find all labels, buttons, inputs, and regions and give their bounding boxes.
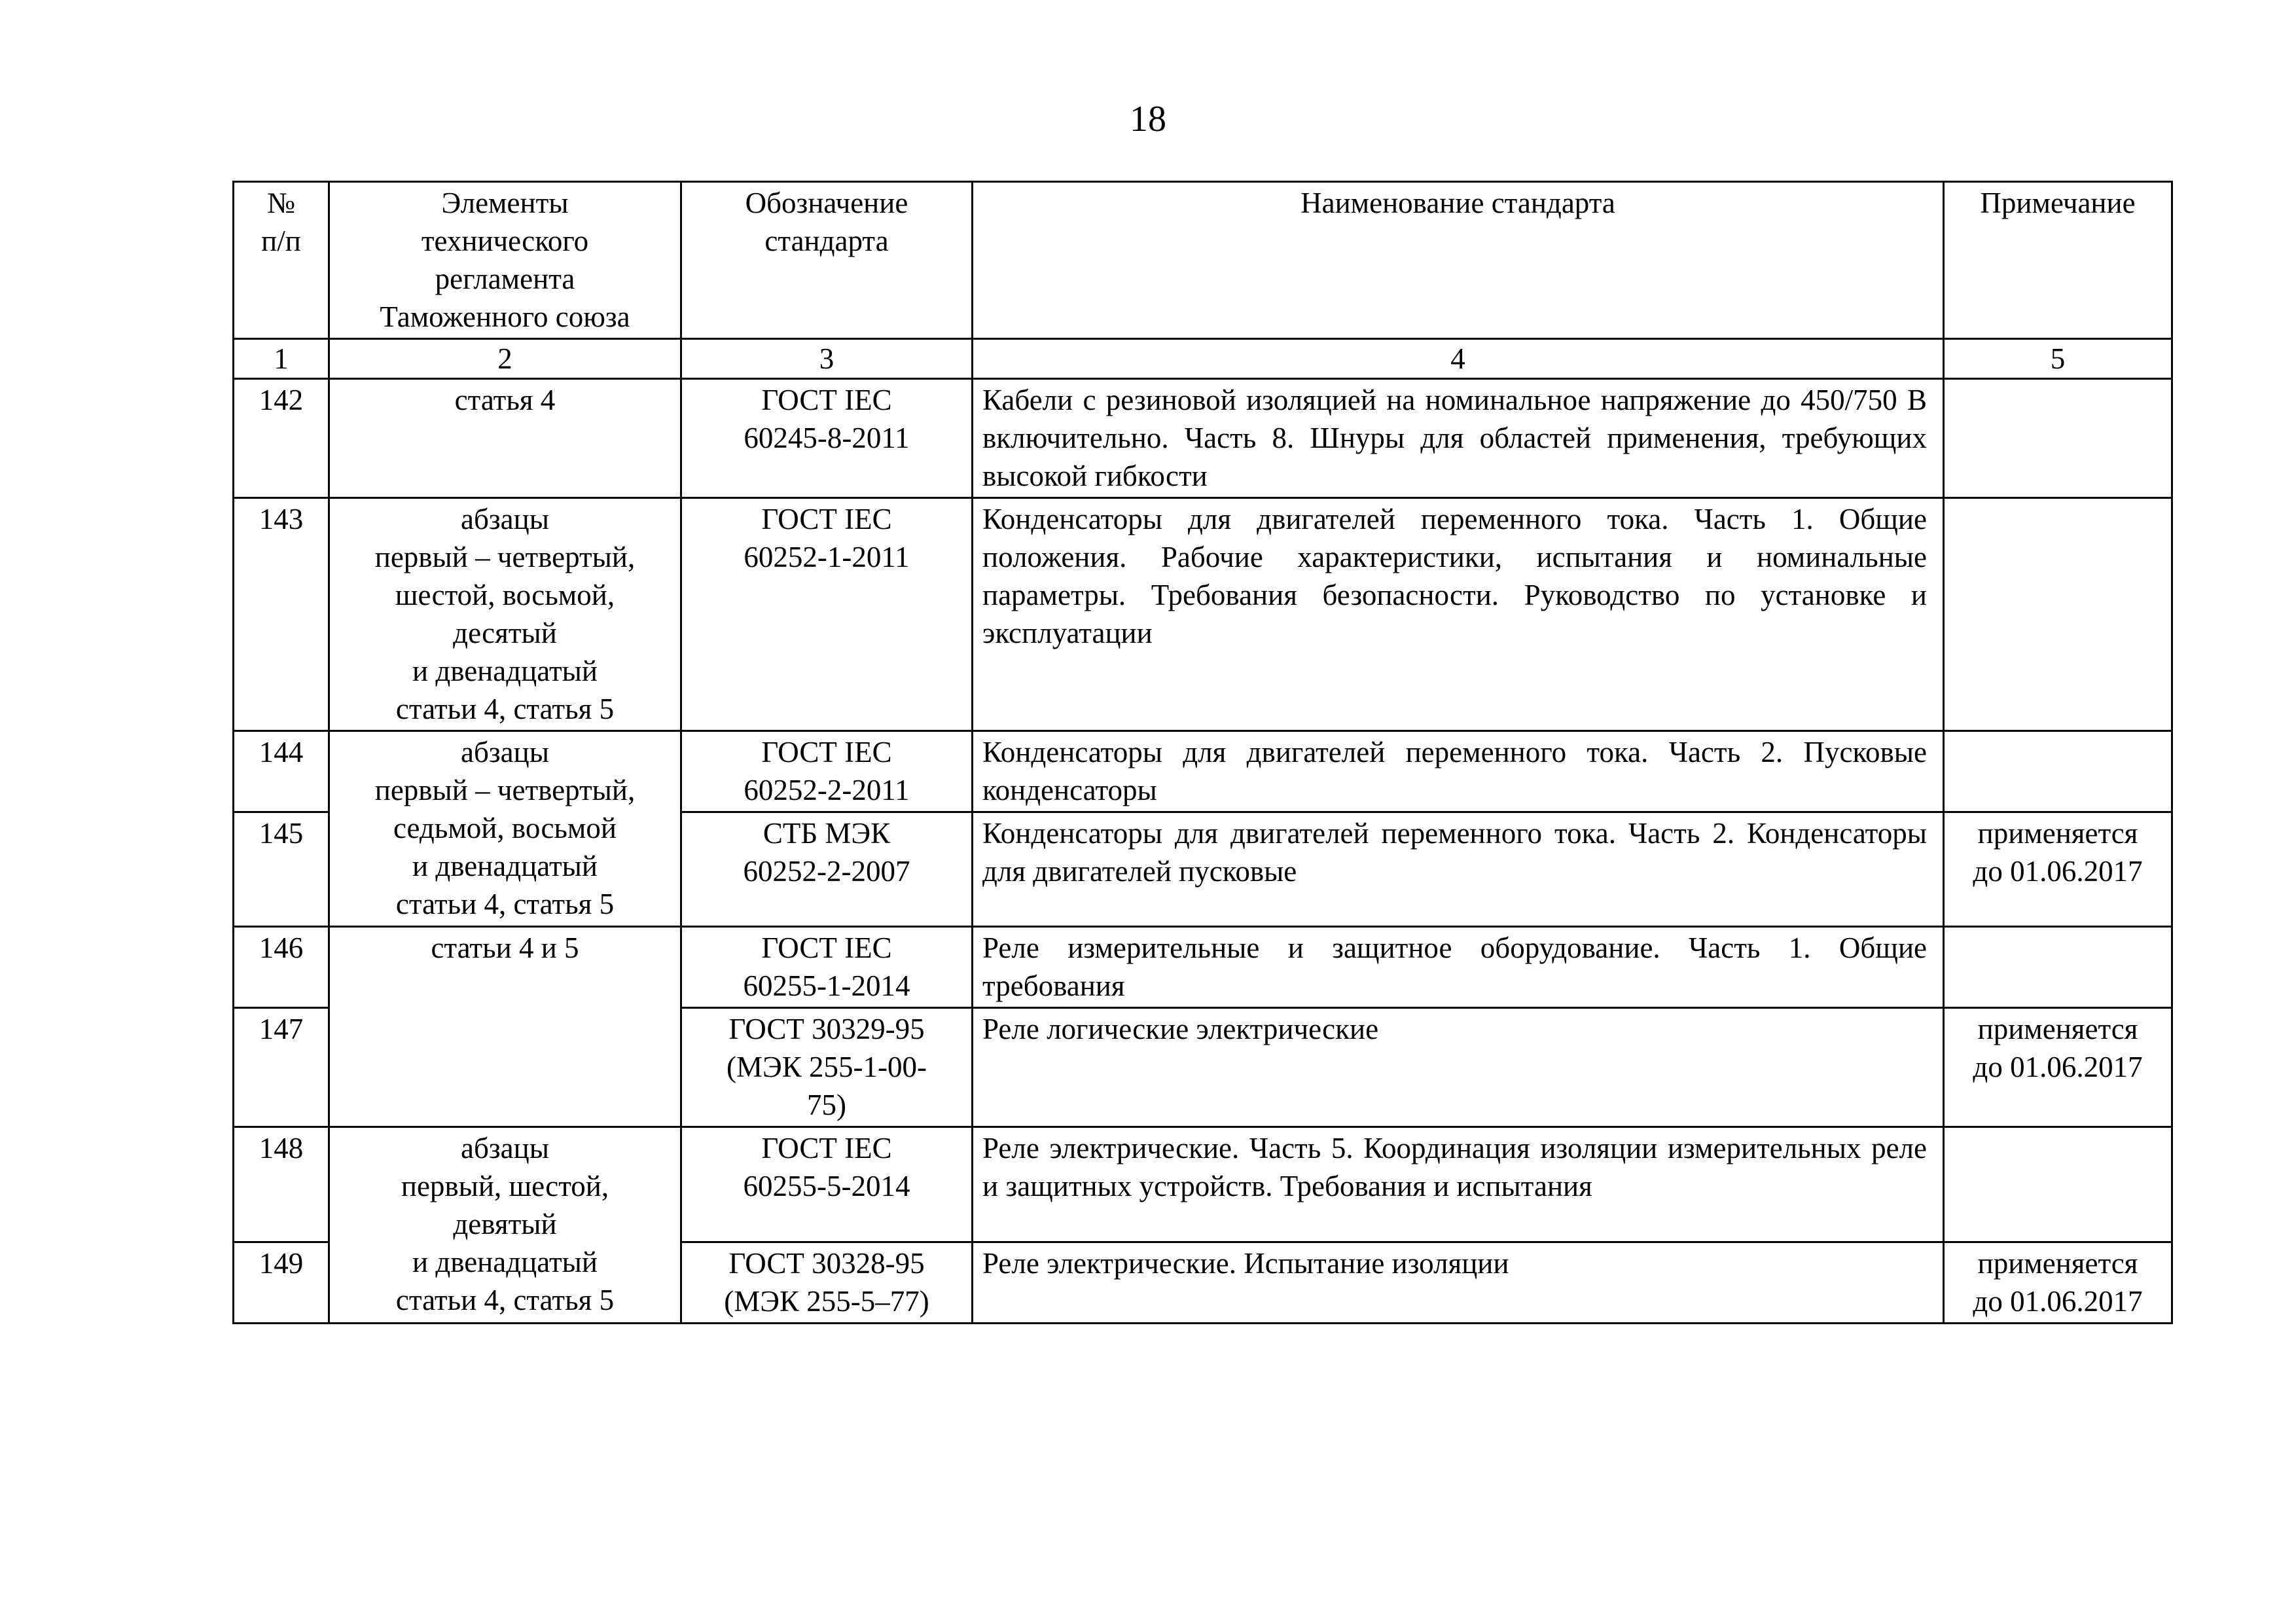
cell-text-line: статьи 4, статья 5 <box>395 693 615 725</box>
row-designation <box>681 812 973 927</box>
row-standard-name: Кабели с резиновой изоляцией на номинальное напряжение до 450/750 В включительно. Часть 8. Шнуры для областей применения, требующих высокой гибкости <box>973 379 1944 498</box>
row-elements <box>329 379 681 498</box>
cell-text-line: ГОСТ IEC <box>761 736 892 768</box>
cell-text-line: первый – четвертый, <box>374 541 636 573</box>
row-designation <box>681 1127 973 1242</box>
row-note-text <box>1954 1010 2162 1086</box>
header-number-text <box>243 184 319 260</box>
cell-text-line: регламента <box>435 262 575 295</box>
row-elements <box>329 498 681 731</box>
table-row <box>234 379 2172 498</box>
cell-text-line: и двенадцатый <box>412 655 598 687</box>
cell-text-line: статьи 4 и 5 <box>431 931 579 964</box>
cell-text-line: до 01.06.2017 <box>1973 1285 2143 1318</box>
row-designation <box>681 731 973 812</box>
cell-text-line: до 01.06.2017 <box>1973 855 2143 888</box>
cell-text-line: 60255-1-2014 <box>743 969 910 1002</box>
header-note <box>1944 182 2172 339</box>
cell-text-line: абзацы <box>461 503 549 535</box>
cell-text-line: Наименование стандарта <box>1300 187 1615 219</box>
row-elements-text <box>339 381 671 419</box>
row-standard-name: Конденсаторы для двигателей переменного тока. Часть 2. Конденсаторы для двигателей пусковые <box>973 812 1944 927</box>
row-designation <box>681 927 973 1008</box>
cell-text-line: Элементы <box>441 187 569 219</box>
table-row <box>234 731 2172 812</box>
header-number <box>234 182 329 339</box>
row-designation-text <box>691 381 962 457</box>
row-standard-name: Реле измерительные и защитное оборудование. Часть 1. Общие требования <box>973 927 1944 1008</box>
header-standard-name <box>973 182 1944 339</box>
cell-text-line: десятый <box>453 617 557 649</box>
row-elements <box>329 1127 681 1324</box>
cell-text-line: ГОСТ IEC <box>761 931 892 964</box>
cell-text-line: ГОСТ 30329-95 <box>728 1013 925 1045</box>
row-number: 145 <box>234 812 329 927</box>
row-standard-name: Конденсаторы для двигателей переменного тока. Часть 2. Пусковые конденсаторы <box>973 731 1944 812</box>
cell-text-line: шестой, восьмой, <box>395 579 615 611</box>
cell-text-line: статья 4 <box>454 384 556 416</box>
cell-text-line: ГОСТ IEC <box>761 384 892 416</box>
cell-text-line: применяется <box>1977 1247 2138 1280</box>
cell-text-line: стандарта <box>764 225 889 257</box>
table-header-row <box>234 182 2172 339</box>
cell-text-line: ГОСТ 30328-95 <box>728 1247 925 1280</box>
row-designation-text <box>691 1010 962 1124</box>
row-note <box>1944 498 2172 731</box>
row-note <box>1944 1242 2172 1324</box>
row-elements <box>329 731 681 927</box>
row-elements-text <box>339 500 671 728</box>
cell-text-line: девятый <box>453 1208 557 1240</box>
cell-text-line: седьмой, восьмой <box>393 812 617 844</box>
row-number: 146 <box>234 927 329 1008</box>
row-note <box>1944 1008 2172 1127</box>
cell-text-line: № <box>267 187 295 219</box>
row-designation <box>681 498 973 731</box>
cell-text-line: (МЭК 255-5–77) <box>724 1285 929 1318</box>
row-note <box>1944 731 2172 812</box>
cell-text-line: п/п <box>261 225 301 257</box>
column-number-row <box>234 339 2172 379</box>
row-number: 144 <box>234 731 329 812</box>
header-designation-text <box>691 184 962 260</box>
row-designation-text <box>691 1129 962 1205</box>
cell-text-line: 75) <box>807 1089 846 1121</box>
cell-text-line: 60252-1-2011 <box>744 541 910 573</box>
row-designation-text <box>691 1244 962 1320</box>
cell-text-line: и двенадцатый <box>412 1246 598 1278</box>
cell-text-line: первый – четвертый, <box>374 774 636 806</box>
standards-table <box>232 181 2173 1324</box>
row-standard-name: Реле электрические. Испытание изоляции <box>973 1242 1944 1324</box>
row-elements-text <box>339 733 671 923</box>
cell-text-line: абзацы <box>461 1132 549 1164</box>
row-designation-text <box>691 500 962 576</box>
row-designation-text <box>691 814 962 890</box>
page-number: 18 <box>1130 99 1166 139</box>
row-standard-name: Конденсаторы для двигателей переменного тока. Часть 1. Общие положения. Рабочие характеристики, испытания и номинальные параметры. Требования безопасности. Руководство по установке и эксплуатации <box>973 498 1944 731</box>
row-standard-name: Реле электрические. Часть 5. Координация изоляции измерительных реле и защитных устройств. Требования и испытания <box>973 1127 1944 1242</box>
column-number: 1 <box>234 339 329 379</box>
row-note <box>1944 1127 2172 1242</box>
row-number: 143 <box>234 498 329 731</box>
row-number: 148 <box>234 1127 329 1242</box>
row-designation <box>681 1008 973 1127</box>
row-standard-name: Реле логические электрические <box>973 1008 1944 1127</box>
row-note <box>1944 812 2172 927</box>
cell-text-line: до 01.06.2017 <box>1973 1051 2143 1083</box>
row-elements <box>329 927 681 1127</box>
cell-text-line: первый, шестой, <box>401 1170 609 1202</box>
row-designation-text <box>691 733 962 809</box>
row-elements-text <box>339 1129 671 1319</box>
cell-text-line: применяется <box>1977 817 2138 850</box>
cell-text-line: Обозначение <box>745 187 908 219</box>
row-note <box>1944 379 2172 498</box>
table-row <box>234 927 2172 1008</box>
cell-text-line: абзацы <box>461 736 549 768</box>
header-elements <box>329 182 681 339</box>
row-designation-text <box>691 929 962 1005</box>
row-note <box>1944 927 2172 1008</box>
row-note-text <box>1954 1244 2162 1320</box>
cell-text-line: статьи 4, статья 5 <box>395 888 615 920</box>
cell-text-line: СТБ МЭК <box>762 817 891 850</box>
row-elements-text <box>339 929 671 967</box>
column-number: 3 <box>681 339 973 379</box>
cell-text-line: технического <box>421 225 589 257</box>
header-designation <box>681 182 973 339</box>
column-number: 5 <box>1944 339 2172 379</box>
cell-text-line: 60255-5-2014 <box>743 1170 910 1202</box>
cell-text-line: 60252-2-2007 <box>743 855 910 888</box>
column-number: 2 <box>329 339 681 379</box>
header-standard-name-text <box>982 184 1933 222</box>
header-note-text <box>1954 184 2162 222</box>
row-designation <box>681 1242 973 1324</box>
row-number: 147 <box>234 1008 329 1127</box>
cell-text-line: Таможенного союза <box>380 300 630 333</box>
cell-text-line: (МЭК 255-1-00- <box>726 1051 927 1083</box>
cell-text-line: применяется <box>1977 1013 2138 1045</box>
row-number: 149 <box>234 1242 329 1324</box>
row-number: 142 <box>234 379 329 498</box>
cell-text-line: и двенадцатый <box>412 850 598 882</box>
table-row <box>234 498 2172 731</box>
cell-text-line: 60252-2-2011 <box>744 774 910 806</box>
column-number: 4 <box>973 339 1944 379</box>
row-designation <box>681 379 973 498</box>
cell-text-line: ГОСТ IEC <box>761 1132 892 1164</box>
cell-text-line: статьи 4, статья 5 <box>395 1284 615 1316</box>
cell-text-line: ГОСТ IEC <box>761 503 892 535</box>
header-elements-text <box>339 184 671 336</box>
cell-text-line: 60245-8-2011 <box>744 422 910 454</box>
row-note-text <box>1954 814 2162 890</box>
table-row <box>234 1127 2172 1242</box>
cell-text-line: Примечание <box>1980 187 2136 219</box>
